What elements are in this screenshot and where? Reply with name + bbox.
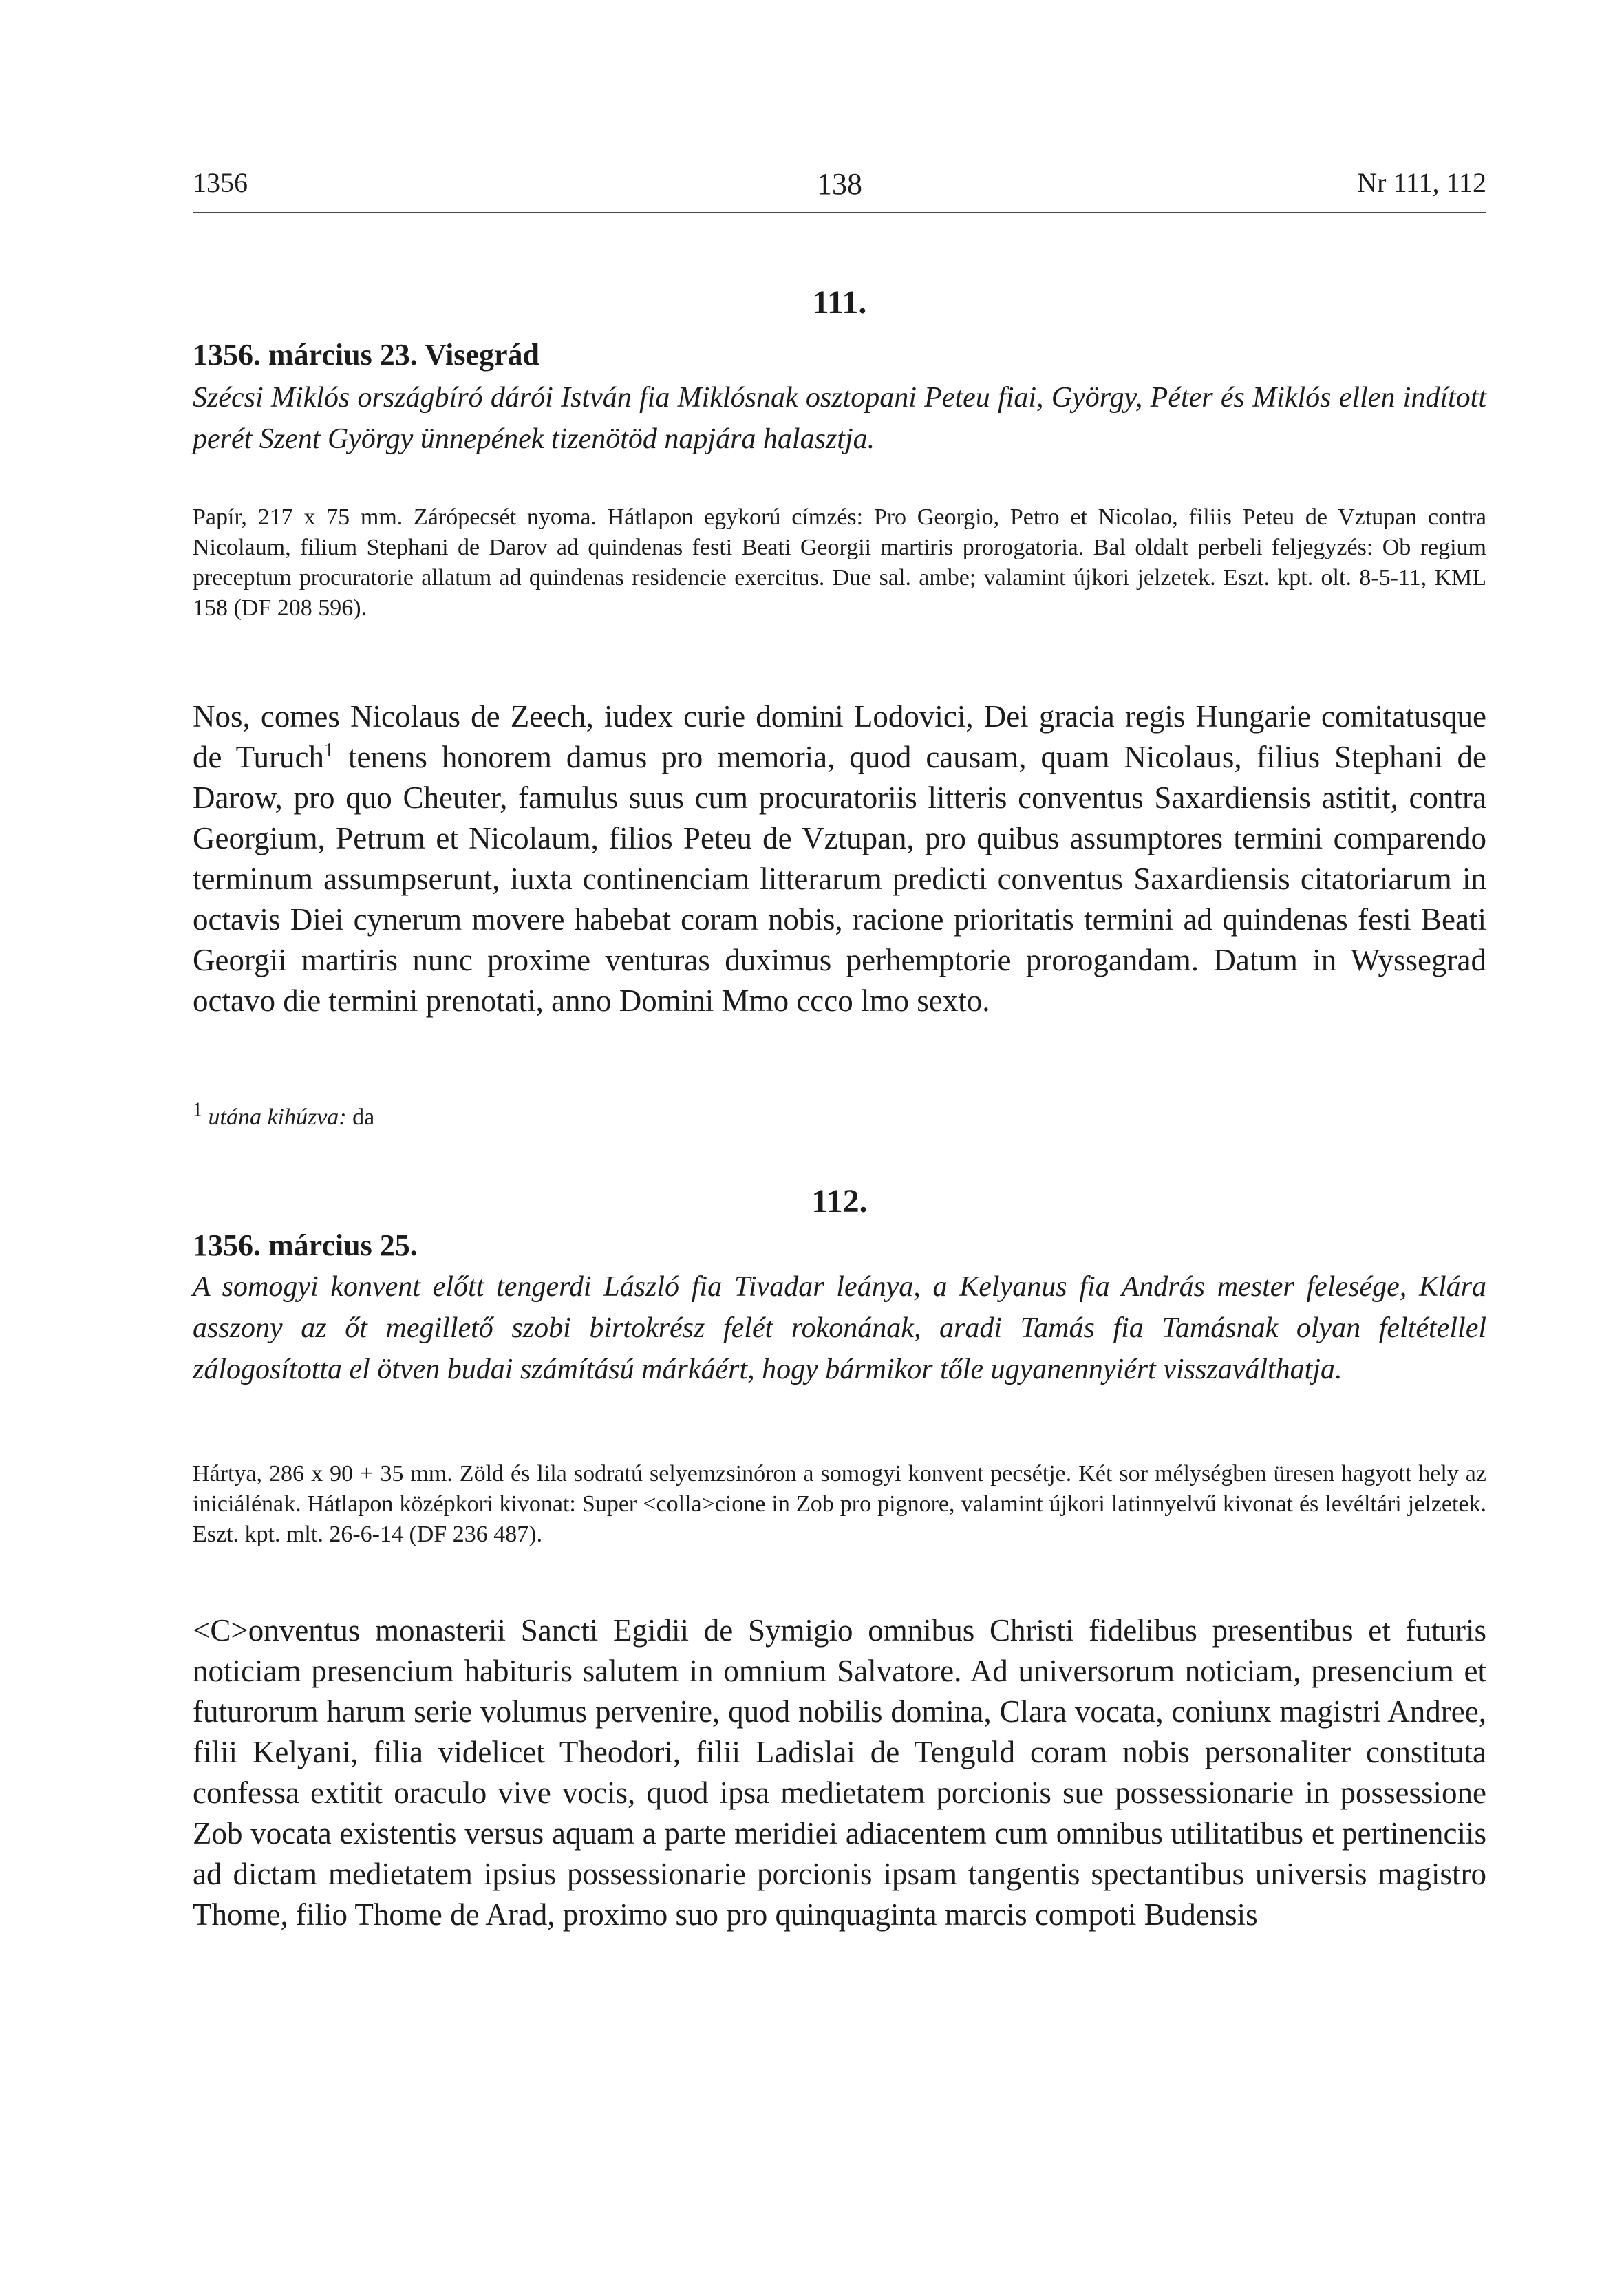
entry-111-regest: Szécsi Miklós országbíró dárói István fia Miklósnak osztopani Peteu fiai, György, Péter és Miklós ellen indított perét Szent György ünnepének tizenötöd napjára halasztja.	[193, 382, 1486, 455]
entry-111-text	[193, 696, 1486, 1021]
entry-111-text-part-a: Nos, comes Nicolaus de Zeech, iudex curie domini Lodovici, Dei gracia regis Hungarie comitatusque de Turuch	[193, 699, 1486, 774]
entry-112-date: 1356. március 25.	[193, 1228, 418, 1262]
entry-111-text-part-b: tenens honorem damus pro memoria, quod causam, quam Nicolaus, filius Stephani de Darow, pro quo Cheuter, famulus suus cum procuratoriis litteris conventus Saxardiensis astitit, contra Georgium, Petrum et Nicolaum, filios Peteu de Vztupan, pro quibus assumptores termini comparendo terminum assumpserunt, iuxta continenciam litterarum predicti conventus Saxardiensis citatoriarum in octavis Diei cynerum movere habebat coram nobis, racione prioritatis termini ad quindenas festi Beati Georgii martiris nunc proxime venturas duximus perhemptorie prorogandam. Datum in Wyssegrad octavo die termini prenotati, anno Domini Mmo ccco lmo sexto.	[193, 740, 1486, 1018]
header-entries: Nr 111, 112	[1357, 167, 1486, 198]
running-header	[193, 167, 1486, 208]
entry-112-number: 112.	[811, 1183, 868, 1219]
entry-111-date: 1356. március 23. Visegrád	[193, 338, 539, 372]
footnote-label: utána kihúzva:	[208, 1105, 347, 1130]
header-rule	[193, 212, 1486, 213]
header-year: 1356	[193, 167, 248, 198]
footnote-ref: 1	[324, 740, 334, 761]
entry-111-number: 111.	[812, 284, 867, 321]
page-number: 138	[817, 167, 862, 201]
entry-112-description: Hártya, 286 x 90 + 35 mm. Zöld és lila sodratú selyemzsinóron a somogyi konvent pecsétje. Két sor mélységben üresen hagyott hely az iniciálénak. Hátlapon középkori kivonat: Super <colla>cione in Zob pro pignore, valamint újkori latinnyelvű kivonat és levéltári jelzetek. Eszt. kpt. mlt. 26-6-14 (DF 236 487).	[193, 1461, 1486, 1547]
entry-112-text: <C>onventus monasterii Sancti Egidii de Symigio omnibus Christi fidelibus presentibus et futuris noticiam presencium habituris salutem in omnium Salvatore. Ad universorum noticiam, presencium et futurorum harum serie volumus pervenire, quod nobilis domina, Clara vocata, coniunx magistri Andree, filii Kelyani, filia videlicet Theodori, filii Ladislai de Tenguld coram nobis personaliter constituta confessa extitit oraculo vive vocis, quod ipsa medietatem porcionis sue possessionarie in possessione Zob vocata existentis versus aquam a parte meridiei adiacentem cum omnibus utilitatibus et pertinenciis ad dictam medietatem ipsius possessionarie porcionis ipsam tangentis spectantibus universis magistro Thome, filio Thome de Arad, proximo suo pro quinquaginta marcis compoti Budensis	[193, 1613, 1486, 1932]
entry-112-regest: A somogyi konvent előtt tengerdi László fia Tivadar leánya, a Kelyanus fia András mester felesége, Klára asszony az őt megillető szobi birtokrész felét rokonának, aradi Tamás fia Tamásnak olyan feltétellel zálogosította el ötven budai számítású márkáért, hogy bármikor tőle ugyanennyiért visszaválthatja.	[193, 1271, 1486, 1385]
entry-111-footnote	[193, 1099, 1486, 1133]
entry-111-description: Papír, 217 x 75 mm. Zárópecsét nyoma. Hátlapon egykorú címzés: Pro Georgio, Petro et Nicolao, filiis Peteu de Vztupan contra Nicolaum, filium Stephani de Darov ad quindenas festi Beati Georgii martiris prorogatoria. Bal oldalt perbeli feljegyzés: Ob regium preceptum procuratorie allatum ad quindenas residencie exercitus. Due sal. ambe; valamint újkori jelzetek. Eszt. kpt. olt. 8-5-11, KML 158 (DF 208 596).	[193, 504, 1486, 621]
footnote-mark: 1	[193, 1099, 202, 1121]
footnote-value: da	[352, 1105, 375, 1130]
